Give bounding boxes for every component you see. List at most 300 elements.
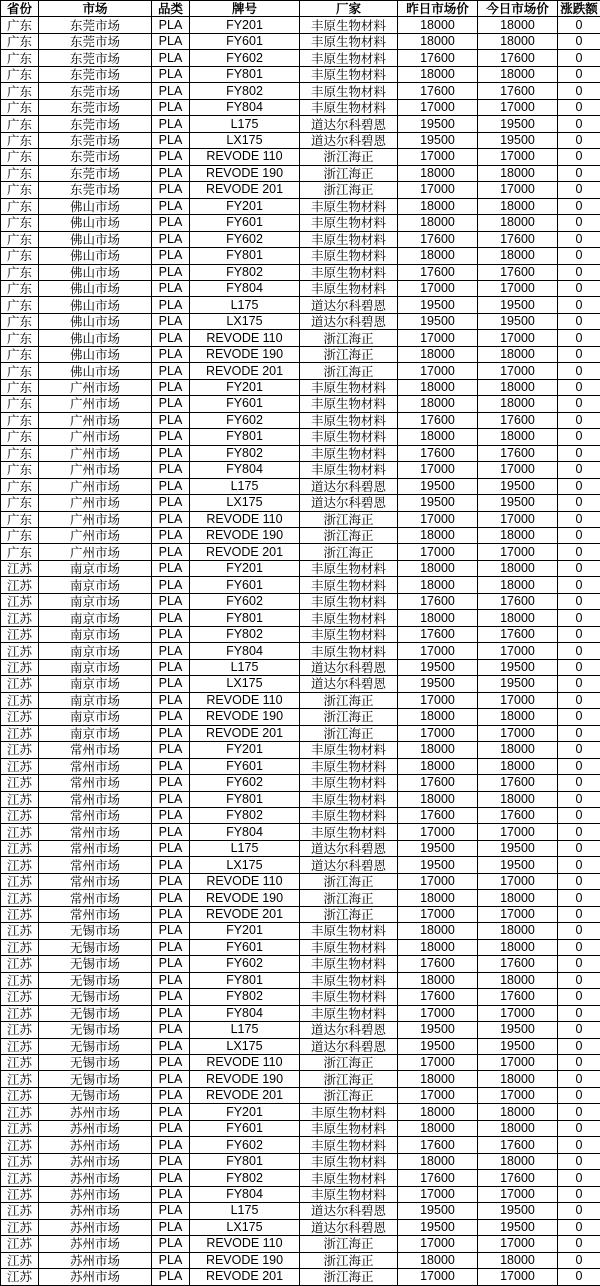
cell-grade: FY601 — [190, 939, 300, 955]
cell-grade: FY601 — [190, 33, 300, 49]
cell-change: 0 — [558, 149, 600, 165]
cell-market: 佛山市场 — [39, 297, 152, 313]
cell-yesterday-price: 18000 — [398, 1252, 478, 1268]
cell-category: PLA — [152, 1087, 190, 1103]
table-row — [1, 50, 600, 66]
cell-province: 江苏 — [1, 659, 39, 675]
cell-market: 广州市场 — [39, 495, 152, 511]
cell-grade: REVODE 201 — [190, 182, 300, 198]
cell-category: PLA — [152, 412, 190, 428]
cell-change: 0 — [558, 182, 600, 198]
cell-change: 0 — [558, 577, 600, 593]
cell-category: PLA — [152, 742, 190, 758]
cell-grade: REVODE 190 — [190, 709, 300, 725]
cell-market: 常州市场 — [39, 890, 152, 906]
cell-manufacturer: 丰原生物材料 — [300, 593, 398, 609]
cell-market: 无锡市场 — [39, 1055, 152, 1071]
cell-change: 0 — [558, 1153, 600, 1169]
cell-province: 江苏 — [1, 956, 39, 972]
cell-province: 江苏 — [1, 626, 39, 642]
cell-category: PLA — [152, 132, 190, 148]
cell-change: 0 — [558, 1170, 600, 1186]
table-row — [1, 83, 600, 99]
cell-today-price: 17600 — [478, 1137, 558, 1153]
cell-grade: FY804 — [190, 824, 300, 840]
cell-manufacturer: 丰原生物材料 — [300, 396, 398, 412]
cell-market: 南京市场 — [39, 577, 152, 593]
cell-yesterday-price: 17600 — [398, 626, 478, 642]
cell-today-price: 17600 — [478, 231, 558, 247]
cell-province: 广东 — [1, 445, 39, 461]
cell-province: 江苏 — [1, 890, 39, 906]
cell-manufacturer: 浙江海正 — [300, 1071, 398, 1087]
cell-category: PLA — [152, 1137, 190, 1153]
cell-today-price: 18000 — [478, 1252, 558, 1268]
cell-today-price: 17600 — [478, 593, 558, 609]
cell-market: 苏州市场 — [39, 1203, 152, 1219]
cell-change: 0 — [558, 956, 600, 972]
cell-change: 0 — [558, 1005, 600, 1021]
cell-yesterday-price: 18000 — [398, 33, 478, 49]
cell-change: 0 — [558, 1269, 600, 1285]
table-row — [1, 890, 600, 906]
cell-change: 0 — [558, 692, 600, 708]
table-row — [1, 99, 600, 115]
table-row — [1, 956, 600, 972]
cell-grade: FY802 — [190, 626, 300, 642]
table-row — [1, 280, 600, 296]
cell-market: 苏州市场 — [39, 1219, 152, 1235]
cell-today-price: 18000 — [478, 577, 558, 593]
cell-yesterday-price: 19500 — [398, 1022, 478, 1038]
table-row — [1, 1186, 600, 1202]
cell-change: 0 — [558, 709, 600, 725]
cell-change: 0 — [558, 1038, 600, 1054]
table-row — [1, 215, 600, 231]
cell-market: 佛山市场 — [39, 231, 152, 247]
cell-province: 江苏 — [1, 643, 39, 659]
cell-today-price: 19500 — [478, 313, 558, 329]
cell-province: 江苏 — [1, 676, 39, 692]
cell-grade: FY601 — [190, 1120, 300, 1136]
cell-manufacturer: 丰原生物材料 — [300, 248, 398, 264]
table-row — [1, 198, 600, 214]
cell-change: 0 — [558, 1104, 600, 1120]
cell-yesterday-price: 17000 — [398, 1236, 478, 1252]
table-row — [1, 1137, 600, 1153]
cell-today-price: 17000 — [478, 873, 558, 889]
cell-grade: FY804 — [190, 1186, 300, 1202]
cell-market: 苏州市场 — [39, 1137, 152, 1153]
table-row — [1, 972, 600, 988]
cell-market: 广州市场 — [39, 412, 152, 428]
cell-category: PLA — [152, 989, 190, 1005]
cell-category: PLA — [152, 511, 190, 527]
cell-yesterday-price: 17000 — [398, 544, 478, 560]
cell-grade: FY802 — [190, 445, 300, 461]
table-row — [1, 429, 600, 445]
cell-province: 广东 — [1, 165, 39, 181]
cell-market: 东莞市场 — [39, 50, 152, 66]
cell-province: 广东 — [1, 182, 39, 198]
cell-province: 广东 — [1, 429, 39, 445]
cell-yesterday-price: 17600 — [398, 412, 478, 428]
cell-category: PLA — [152, 1071, 190, 1087]
cell-change: 0 — [558, 83, 600, 99]
cell-grade: FY802 — [190, 989, 300, 1005]
cell-yesterday-price: 17000 — [398, 873, 478, 889]
cell-province: 江苏 — [1, 972, 39, 988]
cell-change: 0 — [558, 50, 600, 66]
table-row — [1, 445, 600, 461]
cell-manufacturer: 浙江海正 — [300, 363, 398, 379]
cell-grade: L175 — [190, 1203, 300, 1219]
cell-grade: REVODE 110 — [190, 692, 300, 708]
cell-manufacturer: 浙江海正 — [300, 528, 398, 544]
cell-province: 广东 — [1, 83, 39, 99]
cell-manufacturer: 浙江海正 — [300, 346, 398, 362]
cell-manufacturer: 丰原生物材料 — [300, 379, 398, 395]
cell-yesterday-price: 17000 — [398, 182, 478, 198]
cell-change: 0 — [558, 758, 600, 774]
cell-manufacturer: 丰原生物材料 — [300, 989, 398, 1005]
table-row — [1, 412, 600, 428]
cell-change: 0 — [558, 873, 600, 889]
cell-province: 广东 — [1, 66, 39, 82]
cell-change: 0 — [558, 1236, 600, 1252]
cell-grade: REVODE 190 — [190, 1252, 300, 1268]
cell-grade: FY602 — [190, 231, 300, 247]
cell-yesterday-price: 17000 — [398, 462, 478, 478]
cell-change: 0 — [558, 626, 600, 642]
cell-category: PLA — [152, 560, 190, 576]
cell-category: PLA — [152, 66, 190, 82]
cell-province: 广东 — [1, 478, 39, 494]
cell-today-price: 19500 — [478, 1038, 558, 1054]
cell-today-price: 17000 — [478, 1186, 558, 1202]
cell-yesterday-price: 18000 — [398, 528, 478, 544]
cell-change: 0 — [558, 165, 600, 181]
cell-category: PLA — [152, 659, 190, 675]
cell-market: 佛山市场 — [39, 215, 152, 231]
cell-province: 江苏 — [1, 873, 39, 889]
cell-today-price: 19500 — [478, 1022, 558, 1038]
cell-today-price: 19500 — [478, 857, 558, 873]
cell-manufacturer: 丰原生物材料 — [300, 83, 398, 99]
cell-yesterday-price: 18000 — [398, 248, 478, 264]
cell-grade: FY802 — [190, 83, 300, 99]
table-row — [1, 231, 600, 247]
table-row — [1, 511, 600, 527]
table-row — [1, 248, 600, 264]
cell-today-price: 17000 — [478, 99, 558, 115]
cell-grade: REVODE 201 — [190, 1087, 300, 1103]
cell-province: 广东 — [1, 116, 39, 132]
cell-category: PLA — [152, 1120, 190, 1136]
table-row — [1, 1087, 600, 1103]
cell-today-price: 18000 — [478, 528, 558, 544]
cell-province: 江苏 — [1, 1252, 39, 1268]
cell-change: 0 — [558, 528, 600, 544]
cell-today-price: 19500 — [478, 297, 558, 313]
cell-grade: FY201 — [190, 560, 300, 576]
cell-today-price: 17000 — [478, 643, 558, 659]
cell-grade: REVODE 110 — [190, 873, 300, 889]
cell-market: 苏州市场 — [39, 1236, 152, 1252]
cell-grade: REVODE 190 — [190, 165, 300, 181]
cell-change: 0 — [558, 1252, 600, 1268]
cell-province: 江苏 — [1, 1269, 39, 1285]
header-manufacturer: 厂家 — [300, 1, 398, 17]
cell-change: 0 — [558, 544, 600, 560]
table-row — [1, 1071, 600, 1087]
cell-today-price: 17600 — [478, 775, 558, 791]
cell-manufacturer: 丰原生物材料 — [300, 264, 398, 280]
cell-province: 江苏 — [1, 610, 39, 626]
cell-manufacturer: 浙江海正 — [300, 511, 398, 527]
cell-yesterday-price: 18000 — [398, 396, 478, 412]
cell-province: 江苏 — [1, 725, 39, 741]
cell-yesterday-price: 18000 — [398, 165, 478, 181]
cell-yesterday-price: 18000 — [398, 577, 478, 593]
cell-yesterday-price: 19500 — [398, 297, 478, 313]
cell-category: PLA — [152, 297, 190, 313]
cell-yesterday-price: 17600 — [398, 775, 478, 791]
cell-category: PLA — [152, 610, 190, 626]
header-today-price: 今日市场价 — [478, 1, 558, 17]
cell-today-price: 18000 — [478, 429, 558, 445]
cell-change: 0 — [558, 1137, 600, 1153]
cell-market: 常州市场 — [39, 873, 152, 889]
cell-yesterday-price: 17000 — [398, 725, 478, 741]
cell-change: 0 — [558, 906, 600, 922]
cell-grade: LX175 — [190, 676, 300, 692]
cell-change: 0 — [558, 445, 600, 461]
cell-market: 南京市场 — [39, 643, 152, 659]
cell-change: 0 — [558, 33, 600, 49]
cell-yesterday-price: 17600 — [398, 593, 478, 609]
table-row — [1, 742, 600, 758]
table-row — [1, 725, 600, 741]
cell-manufacturer: 丰原生物材料 — [300, 775, 398, 791]
cell-category: PLA — [152, 313, 190, 329]
cell-manufacturer: 丰原生物材料 — [300, 577, 398, 593]
table-row — [1, 659, 600, 675]
cell-province: 江苏 — [1, 593, 39, 609]
cell-grade: LX175 — [190, 313, 300, 329]
cell-yesterday-price: 19500 — [398, 132, 478, 148]
cell-category: PLA — [152, 956, 190, 972]
cell-category: PLA — [152, 116, 190, 132]
cell-province: 广东 — [1, 17, 39, 33]
cell-change: 0 — [558, 313, 600, 329]
cell-today-price: 18000 — [478, 396, 558, 412]
cell-market: 佛山市场 — [39, 330, 152, 346]
cell-grade: REVODE 190 — [190, 346, 300, 362]
cell-today-price: 17000 — [478, 280, 558, 296]
cell-market: 常州市场 — [39, 758, 152, 774]
cell-province: 广东 — [1, 462, 39, 478]
cell-category: PLA — [152, 280, 190, 296]
cell-province: 广东 — [1, 495, 39, 511]
cell-manufacturer: 丰原生物材料 — [300, 1186, 398, 1202]
cell-today-price: 18000 — [478, 165, 558, 181]
cell-change: 0 — [558, 1022, 600, 1038]
cell-manufacturer: 道达尔科碧恩 — [300, 1203, 398, 1219]
cell-province: 江苏 — [1, 857, 39, 873]
cell-yesterday-price: 18000 — [398, 379, 478, 395]
cell-province: 江苏 — [1, 1203, 39, 1219]
cell-province: 江苏 — [1, 923, 39, 939]
cell-manufacturer: 道达尔科碧恩 — [300, 297, 398, 313]
cell-yesterday-price: 18000 — [398, 923, 478, 939]
cell-today-price: 17000 — [478, 692, 558, 708]
cell-manufacturer: 丰原生物材料 — [300, 791, 398, 807]
cell-manufacturer: 丰原生物材料 — [300, 99, 398, 115]
cell-yesterday-price: 19500 — [398, 313, 478, 329]
cell-yesterday-price: 18000 — [398, 17, 478, 33]
cell-manufacturer: 丰原生物材料 — [300, 807, 398, 823]
cell-change: 0 — [558, 1219, 600, 1235]
cell-change: 0 — [558, 857, 600, 873]
table-row — [1, 577, 600, 593]
cell-change: 0 — [558, 248, 600, 264]
cell-yesterday-price: 18000 — [398, 742, 478, 758]
cell-market: 无锡市场 — [39, 939, 152, 955]
cell-province: 江苏 — [1, 1186, 39, 1202]
cell-manufacturer: 丰原生物材料 — [300, 198, 398, 214]
cell-yesterday-price: 19500 — [398, 840, 478, 856]
cell-today-price: 17600 — [478, 626, 558, 642]
cell-market: 南京市场 — [39, 709, 152, 725]
cell-province: 广东 — [1, 215, 39, 231]
cell-province: 江苏 — [1, 1055, 39, 1071]
cell-grade: REVODE 190 — [190, 890, 300, 906]
cell-category: PLA — [152, 99, 190, 115]
cell-market: 广州市场 — [39, 544, 152, 560]
cell-manufacturer: 道达尔科碧恩 — [300, 1219, 398, 1235]
table-row — [1, 528, 600, 544]
cell-today-price: 19500 — [478, 840, 558, 856]
cell-market: 东莞市场 — [39, 66, 152, 82]
table-row — [1, 807, 600, 823]
cell-today-price: 19500 — [478, 478, 558, 494]
cell-manufacturer: 丰原生物材料 — [300, 643, 398, 659]
cell-category: PLA — [152, 1269, 190, 1285]
cell-province: 广东 — [1, 330, 39, 346]
cell-market: 常州市场 — [39, 742, 152, 758]
cell-change: 0 — [558, 412, 600, 428]
cell-manufacturer: 丰原生物材料 — [300, 758, 398, 774]
cell-today-price: 17600 — [478, 83, 558, 99]
cell-yesterday-price: 17600 — [398, 807, 478, 823]
cell-change: 0 — [558, 495, 600, 511]
cell-today-price: 19500 — [478, 495, 558, 511]
cell-market: 无锡市场 — [39, 1071, 152, 1087]
table-row — [1, 379, 600, 395]
cell-market: 无锡市场 — [39, 1038, 152, 1054]
cell-today-price: 19500 — [478, 1203, 558, 1219]
table-row — [1, 643, 600, 659]
cell-grade: REVODE 190 — [190, 1071, 300, 1087]
cell-yesterday-price: 17600 — [398, 1170, 478, 1186]
cell-change: 0 — [558, 330, 600, 346]
cell-market: 佛山市场 — [39, 198, 152, 214]
cell-manufacturer: 丰原生物材料 — [300, 50, 398, 66]
cell-yesterday-price: 17000 — [398, 280, 478, 296]
cell-category: PLA — [152, 1170, 190, 1186]
cell-today-price: 17000 — [478, 462, 558, 478]
cell-province: 广东 — [1, 313, 39, 329]
cell-yesterday-price: 18000 — [398, 890, 478, 906]
cell-change: 0 — [558, 659, 600, 675]
cell-change: 0 — [558, 1120, 600, 1136]
cell-today-price: 17000 — [478, 1236, 558, 1252]
cell-yesterday-price: 17000 — [398, 330, 478, 346]
cell-manufacturer: 丰原生物材料 — [300, 923, 398, 939]
cell-today-price: 19500 — [478, 659, 558, 675]
cell-manufacturer: 丰原生物材料 — [300, 412, 398, 428]
table-row — [1, 709, 600, 725]
cell-province: 广东 — [1, 231, 39, 247]
cell-today-price: 17000 — [478, 544, 558, 560]
cell-category: PLA — [152, 1022, 190, 1038]
table-row — [1, 1203, 600, 1219]
cell-province: 广东 — [1, 99, 39, 115]
table-row — [1, 182, 600, 198]
cell-yesterday-price: 17000 — [398, 149, 478, 165]
table-row — [1, 132, 600, 148]
cell-province: 广东 — [1, 511, 39, 527]
cell-manufacturer: 丰原生物材料 — [300, 215, 398, 231]
table-row — [1, 610, 600, 626]
cell-market: 佛山市场 — [39, 313, 152, 329]
cell-market: 广州市场 — [39, 396, 152, 412]
cell-province: 江苏 — [1, 692, 39, 708]
cell-grade: FY602 — [190, 50, 300, 66]
cell-yesterday-price: 17600 — [398, 264, 478, 280]
cell-yesterday-price: 19500 — [398, 1219, 478, 1235]
cell-yesterday-price: 17000 — [398, 824, 478, 840]
table-row — [1, 330, 600, 346]
cell-yesterday-price: 18000 — [398, 972, 478, 988]
cell-grade: REVODE 110 — [190, 330, 300, 346]
cell-yesterday-price: 17000 — [398, 511, 478, 527]
cell-category: PLA — [152, 429, 190, 445]
table-row — [1, 775, 600, 791]
table-row — [1, 626, 600, 642]
cell-category: PLA — [152, 50, 190, 66]
header-category: 品类 — [152, 1, 190, 17]
cell-category: PLA — [152, 346, 190, 362]
cell-change: 0 — [558, 593, 600, 609]
cell-province: 江苏 — [1, 1022, 39, 1038]
cell-change: 0 — [558, 363, 600, 379]
table-row — [1, 116, 600, 132]
header-change: 涨跌额 — [558, 1, 600, 17]
cell-category: PLA — [152, 1219, 190, 1235]
table-row — [1, 313, 600, 329]
cell-yesterday-price: 18000 — [398, 1104, 478, 1120]
cell-grade: LX175 — [190, 495, 300, 511]
cell-category: PLA — [152, 198, 190, 214]
cell-province: 江苏 — [1, 791, 39, 807]
cell-market: 广州市场 — [39, 462, 152, 478]
cell-change: 0 — [558, 346, 600, 362]
cell-manufacturer: 丰原生物材料 — [300, 824, 398, 840]
cell-market: 常州市场 — [39, 906, 152, 922]
cell-market: 东莞市场 — [39, 182, 152, 198]
